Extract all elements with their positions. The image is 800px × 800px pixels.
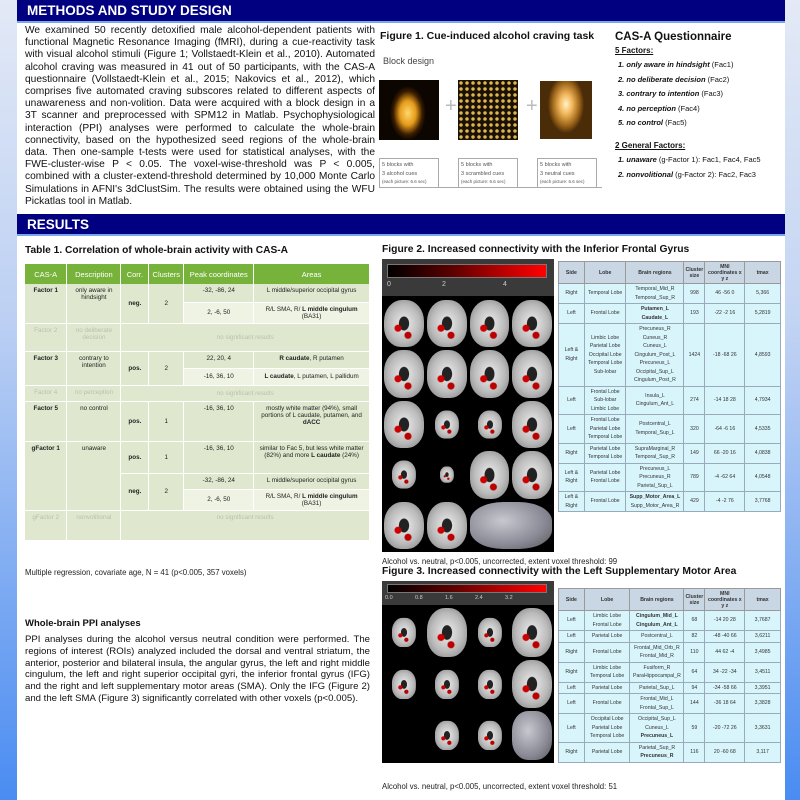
figure3-title: Figure 3. Increased connectivity with the Left Supplementary Motor Area [382, 566, 737, 577]
peak-cell: -32, -86, 24 [184, 473, 254, 489]
column-header: Side [559, 589, 585, 611]
brain-slice [427, 502, 467, 549]
column-header: Cluster size [684, 262, 705, 284]
lobe-cell: Occipital Lobe Parietal Lobe Temporal Lobe [584, 714, 630, 743]
brain-slice [384, 350, 424, 397]
side-cell: Right [559, 642, 585, 662]
casa-cell: Factor 4 [25, 385, 67, 401]
lobe-cell: Limbic Lobe Frontal Lobe [584, 611, 630, 631]
area-cell: R/L SMA, R/ L middle cingulum (BA31) [254, 302, 370, 323]
brain-slice [477, 618, 501, 647]
left-background-strip [0, 0, 17, 800]
casa-general-factor-item: 2. nonvolitional (g-Factor 2): Fac2, Fac3 [618, 169, 756, 179]
column-header: MNI coordinates x y z [705, 589, 745, 611]
mni-coordinates-cell: -48 -40 66 [705, 631, 745, 643]
side-cell: Left [559, 714, 585, 743]
block-line: 3 neutral cues [540, 170, 575, 177]
cluster-size-cell: 429 [684, 492, 705, 512]
figure2-caption: Alcohol vs. neutral, p<0.005, uncorrected, extent voxel threshold: 99 [382, 557, 618, 566]
tmax-cell: 5,2819 [745, 304, 781, 324]
column-header: Cluster size [684, 589, 705, 611]
lobe-cell: Temporal Lobe [584, 284, 626, 304]
block-connector [597, 187, 602, 188]
fixation-cross-icon: + [445, 95, 457, 117]
mni-coordinates-cell: -34 -58 66 [705, 682, 745, 694]
figure3-brain-slices [382, 581, 554, 763]
general-factors-label: 2 General Factors: [615, 140, 686, 150]
brain-slice [427, 608, 467, 657]
brain-slice [470, 350, 510, 397]
colorbar [382, 581, 554, 605]
brain-slice [435, 669, 459, 698]
casa-cell: gFactor 1 [25, 441, 67, 510]
brain-3d-render [470, 502, 553, 549]
tmax-cell: 4,0838 [745, 443, 781, 463]
cluster-size-cell: 59 [684, 714, 705, 743]
clusters-cell: 2 [149, 284, 184, 323]
clusters-cell: 2 [149, 473, 184, 510]
figure3-caption: Alcohol vs. neutral, p<0.005, uncorrected, extent voxel threshold: 51 [382, 782, 618, 791]
brain-slice [392, 461, 416, 489]
side-cell: Right [559, 742, 585, 762]
brain-slice [384, 502, 424, 549]
peak-cell: -16, 36, 10 [184, 401, 254, 441]
brain-regions-cell: Parietal_Sup_R Precuneus_R [630, 742, 684, 762]
lobe-cell: Parietal Lobe [584, 631, 630, 643]
casa-title: CAS-A Questionnaire [615, 31, 732, 43]
mni-coordinates-cell: -20 -72 26 [705, 714, 745, 743]
area-cell: L middle/superior occipital gyrus [254, 473, 370, 489]
mni-coordinates-cell: -64 -6 16 [705, 415, 745, 444]
description-cell: no perception [67, 385, 121, 401]
brain-slice [427, 300, 467, 347]
tmax-cell: 3,7768 [745, 492, 781, 512]
peak-cell: 2, -6, 50 [184, 489, 254, 510]
column-header: Lobe [584, 262, 626, 284]
column-header: Areas [254, 264, 370, 284]
area-cell: L caudate, L putamen, L pallidum [254, 368, 370, 385]
brain-regions-cell: Putamen_L Caudate_L [626, 304, 684, 324]
figure3-table [558, 588, 781, 763]
brain-regions-cell: Postcentral_L Temporal_Sup_L [626, 415, 684, 444]
tmax-cell: 3,117 [745, 742, 781, 762]
cluster-size-cell: 149 [684, 443, 705, 463]
cluster-size-cell: 82 [684, 631, 705, 643]
mni-coordinates-cell: -18 -68 26 [705, 324, 745, 387]
lobe-cell: Parietal Lobe [584, 742, 630, 762]
cluster-size-cell: 320 [684, 415, 705, 444]
brain-slice [512, 451, 552, 498]
slice-grid [384, 608, 552, 760]
brain-regions-cell: Cingulum_Mid_L Cingulum_Ant_L [630, 611, 684, 631]
block-duration: (each picture: 6.6 sec) [540, 179, 585, 184]
peak-cell: 22, 20, 4 [184, 351, 254, 368]
tmax-cell: 3,4985 [745, 642, 781, 662]
tmax-cell: 4,0548 [745, 463, 781, 492]
alcohol-block-box [379, 158, 439, 188]
table-row [559, 284, 781, 304]
side-cell: Left [559, 304, 585, 324]
lobe-cell: Limbic Lobe Temporal Lobe [584, 662, 630, 682]
tmax-cell: 3,3631 [745, 714, 781, 743]
column-header: Description [67, 264, 121, 284]
cluster-size-cell: 998 [684, 284, 705, 304]
casa-factor-item: 2. no deliberate decision (Fac2) [618, 74, 730, 84]
casa-factor-item: 3. contrary to intention (Fac3) [618, 89, 724, 99]
brain-slice [477, 410, 501, 438]
casa-cell: Factor 5 [25, 401, 67, 441]
mni-coordinates-cell: -14 18 28 [705, 386, 745, 415]
peak-cell: -32, -86, 24 [184, 284, 254, 302]
fixation-cross-icon: + [526, 95, 538, 117]
description-cell: no deliberate decision [67, 323, 121, 351]
brain-regions-cell: Parietal_Sup_L [630, 682, 684, 694]
brain-slice [384, 711, 424, 760]
brain-regions-cell: Fusiform_R ParaHippocampal_R [630, 662, 684, 682]
brain-regions-cell: Postcentral_L [630, 631, 684, 643]
block-connector [518, 187, 537, 188]
side-cell: Left [559, 682, 585, 694]
side-cell: Left [559, 611, 585, 631]
side-cell: Left & Right [559, 324, 585, 387]
column-header: MNI coordinates x y z [705, 262, 745, 284]
brain-slice [477, 669, 501, 698]
scrambled-block-box [458, 158, 518, 188]
tmax-cell: 3,3828 [745, 694, 781, 714]
brain-regions-cell: Frontal_Mid_Orb_R Frontal_Mid_R [630, 642, 684, 662]
tmax-cell: 3,4511 [745, 662, 781, 682]
area-cell: L middle/superior occipital gyrus [254, 284, 370, 302]
table-row [559, 492, 781, 512]
lobe-cell: Parietal Lobe Frontal Lobe [584, 463, 626, 492]
brain-slice [392, 669, 416, 698]
side-cell: Right [559, 284, 585, 304]
colorbar-tick: 0 [387, 281, 391, 288]
tmax-cell: 4,5335 [745, 415, 781, 444]
lobe-cell: Parietal Lobe [584, 682, 630, 694]
brain-slice [512, 350, 552, 397]
brain-slice [435, 721, 459, 750]
brain-regions-cell: Supp_Motor_Area_L Supp_Motor_Area_R [626, 492, 684, 512]
cluster-size-cell: 144 [684, 694, 705, 714]
block-duration: (each picture: 6.6 sec) [382, 179, 427, 184]
brain-slice [392, 618, 416, 647]
scrambled-cue-image [458, 80, 518, 140]
figure2-title: Figure 2. Increased connectivity with the Inferior Frontal Gyrus [382, 244, 690, 255]
area-cell: R caudate, R putamen [254, 351, 370, 368]
colorbar-tick: 3.2 [505, 595, 513, 601]
lobe-cell: Limbic Lobe Parietal Lobe Occipital Lobe Temporal Lobe Sub-lobar [584, 324, 626, 387]
side-cell: Left & Right [559, 463, 585, 492]
brain-slice [435, 410, 459, 438]
brain-slice [477, 721, 501, 750]
brain-slice [427, 350, 467, 397]
table-row [559, 611, 781, 631]
table-row [559, 694, 781, 714]
brain-slice [512, 401, 552, 448]
casa-general-factor-item: 1. unaware (g-Factor 1): Fac1, Fac4, Fac5 [618, 154, 761, 164]
mni-coordinates-cell: 34 -22 -34 [705, 662, 745, 682]
colorbar-tick: 0.8 [415, 595, 423, 601]
block-duration: (each picture: 6.6 sec) [461, 179, 506, 184]
table-row [25, 510, 370, 540]
brain-regions-cell: Precuneus_R Cuneus_R Cuneus_L Cingulum_Post_L Precuneus_L Occipital_Sup_L Cingulum_Post_R [626, 324, 684, 387]
brain-regions-cell: Precuneus_L Precuneus_R Parietal_Sup_L [626, 463, 684, 492]
table-row [559, 463, 781, 492]
brain-slice [384, 401, 424, 448]
results-panel [17, 236, 785, 800]
brain-3d-render [512, 711, 552, 760]
corr-cell: pos. [121, 401, 149, 441]
table-row [25, 323, 370, 351]
casa-cell: gFactor 2 [25, 510, 67, 540]
colorbar-tick: 1.6 [445, 595, 453, 601]
mni-coordinates-cell: -4 -2 76 [705, 492, 745, 512]
block-line: 5 blocks with [540, 162, 572, 168]
cluster-size-cell: 68 [684, 611, 705, 631]
lobe-cell: Frontal Lobe [584, 304, 626, 324]
column-header: Brain regions [626, 262, 684, 284]
right-background-strip [785, 0, 800, 800]
ppi-body-text: PPI analyses during the alcohol versus neutral condition were performed. The regions of interest (ROIs) analyzed included the dorsal and ventral striatum, the anterior, posterior and bilateral insula, the angular gyrus, the left and right middle cingulum, the left and right superior occipital gyri, the inferior frontal gyrus (IFG) and the right and left supplementary motor areas (SMA). Only the IFG (Figure 2) and the left SMA (Figure 3) significantly correlated with other voxels (p<0.005). [25, 634, 370, 704]
table1-title: Table 1. Correlation of whole-brain activity with CAS-A [25, 245, 289, 256]
table-row [559, 304, 781, 324]
cluster-size-cell: 64 [684, 662, 705, 682]
mni-coordinates-cell: -36 18 64 [705, 694, 745, 714]
area-cell: R/L SMA, R/ L middle cingulum (BA31) [254, 489, 370, 510]
column-header: Corr. [121, 264, 149, 284]
methods-panel [17, 23, 785, 214]
table1-footnote: Multiple regression, covariate age, N = 41 (p<0.005, 357 voxels) [25, 568, 247, 577]
cluster-size-cell: 1424 [684, 324, 705, 387]
brain-slice [470, 451, 510, 498]
figure2-table-body [559, 284, 781, 512]
mni-coordinates-cell: 46 -56 0 [705, 284, 745, 304]
table-row [25, 401, 370, 441]
block-connector [439, 187, 458, 188]
side-cell: Left [559, 694, 585, 714]
lobe-cell: Parietal Lobe Temporal Lobe [584, 443, 626, 463]
cluster-size-cell: 274 [684, 386, 705, 415]
brain-slice [440, 467, 454, 484]
peak-cell: -16, 36, 10 [184, 441, 254, 473]
casa-cell: Factor 2 [25, 323, 67, 351]
mni-coordinates-cell: 66 -20 16 [705, 443, 745, 463]
description-cell: nonvolitional [67, 510, 121, 540]
table-row [559, 415, 781, 444]
cluster-size-cell: 789 [684, 463, 705, 492]
block-line: 3 alcohol cues [382, 170, 418, 177]
table-header-row [559, 262, 781, 284]
lobe-cell: Frontal Lobe [584, 492, 626, 512]
side-cell: Left [559, 386, 585, 415]
column-header: Peak coordinates [184, 264, 254, 284]
figure2-table [558, 261, 781, 512]
table-row [25, 351, 370, 368]
colorbar-gradient [387, 584, 547, 593]
ppi-title: Whole-brain PPI analyses [25, 618, 141, 629]
table-header-row [559, 589, 781, 611]
slice-grid [384, 300, 552, 549]
tmax-cell: 4,8593 [745, 324, 781, 387]
table-row [559, 662, 781, 682]
description-cell: only aware in hindsight [67, 284, 121, 323]
table-row [559, 742, 781, 762]
cluster-size-cell: 110 [684, 642, 705, 662]
five-factors-label: 5 Factors: [615, 46, 654, 55]
block-line: 3 scrambled cues [461, 170, 505, 177]
casa-factor-item: 5. no control (Fac5) [618, 118, 687, 128]
table-row [559, 443, 781, 463]
clusters-cell: 1 [149, 401, 184, 441]
lobe-cell: Frontal Lobe [584, 694, 630, 714]
colorbar-gradient [387, 264, 547, 278]
table-row [559, 386, 781, 415]
tmax-cell: 3,7687 [745, 611, 781, 631]
brain-slice [512, 300, 552, 347]
area-cell: similar to Fac 5, but less white matter (82%) and more L caudate (24%) [254, 441, 370, 473]
side-cell: Right [559, 662, 585, 682]
casa-cell: Factor 1 [25, 284, 67, 323]
block-line: 5 blocks with [382, 162, 414, 168]
colorbar-tick: 0.0 [385, 595, 393, 601]
table-row [559, 324, 781, 387]
table-header-row [25, 264, 370, 284]
brain-slice [512, 608, 552, 657]
casa-factor-item: 1. only aware in hindsight (Fac1) [618, 60, 734, 69]
brain-slice [470, 300, 510, 347]
peak-cell: 2, -6, 50 [184, 302, 254, 323]
mni-coordinates-cell: 44 62 -4 [705, 642, 745, 662]
tmax-cell: 3,3951 [745, 682, 781, 694]
table-row [25, 441, 370, 473]
figure1-title: Figure 1. Cue-induced alcohol craving task [380, 30, 595, 42]
lobe-cell: Frontal Lobe Sub-lobar Limbic Lobe [584, 386, 626, 415]
column-header: CAS-A [25, 264, 67, 284]
description-cell: unaware [67, 441, 121, 510]
colorbar-tick: 2 [442, 281, 446, 288]
alcohol-cue-image [379, 80, 439, 140]
brain-regions-cell: Occipital_Sup_L Cuneus_L Precuneus_L [630, 714, 684, 743]
mni-coordinates-cell: -14 20 28 [705, 611, 745, 631]
brain-slice [384, 300, 424, 347]
peak-cell: -16, 36, 10 [184, 368, 254, 385]
lobe-cell: Frontal Lobe Parietal Lobe Temporal Lobe [584, 415, 626, 444]
no-results-cell: no significant results [121, 510, 370, 540]
side-cell: Right [559, 443, 585, 463]
side-cell: Left [559, 415, 585, 444]
column-header: Lobe [584, 589, 630, 611]
description-cell: contrary to intention [67, 351, 121, 385]
methods-section-heading: METHODS AND STUDY DESIGN [17, 0, 785, 23]
casa-cell: Factor 3 [25, 351, 67, 385]
table-row [559, 682, 781, 694]
corr-cell: neg. [121, 473, 149, 510]
no-results-cell: no significant results [121, 323, 370, 351]
neutral-block-box [537, 158, 597, 188]
casa-questionnaire-box [615, 31, 785, 182]
cluster-size-cell: 193 [684, 304, 705, 324]
brain-regions-cell: Temporal_Mid_R Temporal_Sup_R [626, 284, 684, 304]
tmax-cell: 3,6211 [745, 631, 781, 643]
casa-factor-item: 4. no perception (Fac4) [618, 103, 700, 113]
brain-regions-cell: Insula_L Cingulum_Ant_L [626, 386, 684, 415]
column-header: Clusters [149, 264, 184, 284]
column-header: tmax [745, 589, 781, 611]
cluster-size-cell: 94 [684, 682, 705, 694]
mni-coordinates-cell: -22 -2 16 [705, 304, 745, 324]
block-line: 5 blocks with [461, 162, 493, 168]
colorbar [382, 259, 554, 296]
tmax-cell: 5,366 [745, 284, 781, 304]
corr-cell: neg. [121, 284, 149, 323]
tmax-cell: 4,7934 [745, 386, 781, 415]
mni-coordinates-cell: 20 -60 68 [705, 742, 745, 762]
figure3-table-body [559, 611, 781, 763]
block-design-label: Block design [383, 56, 435, 66]
clusters-cell: 1 [149, 441, 184, 473]
casa-correlation-table [25, 264, 370, 541]
table-row [25, 284, 370, 302]
corr-cell: pos. [121, 441, 149, 473]
table-row [559, 714, 781, 743]
column-header: Brain regions [630, 589, 684, 611]
methods-body-text: We examined 50 recently detoxified male alcohol-dependent patients with functional Magnetic Resonance Imaging (fMRI), during a cue-reactivity task with visual alcohol stimuli (Figure 1; Vollstaedt-Klein et al., 2010). Automated alcohol craving was measured in 41 out of 50 participants, with the CAS-A questionnaire (Vollstaedt-Klein et al., 2015; Nakovics et al., 2012), which comprises five automated craving subscores related to different aspects of unawareness and non-volition. Data were acquired with a block design in a 3T scanner and preprocessed with SPM12 in Matlab. Psychophysiological interaction (PPI) analyses were performed to calculate the whole-brain connectivity, based on the hypothesized seed regions of the whole-brain data. Then one-sample t-tests were used for statistical analyses, with the FWE-cluster-wise P < 0.05. The voxel-wise-threshold was P < 0.005, combined with a cluster-extend-threshold determined by 10,000 Monte Carlo Simulations in AFNI's 3dClustSim. The results were obtained using the WFU Pickatlas tool in Matlab. [25, 25, 375, 207]
brain-regions-cell: Frontal_Mid_L Frontal_Sup_L [630, 694, 684, 714]
results-section-heading: RESULTS [17, 214, 785, 236]
colorbar-tick: 4 [503, 281, 507, 288]
table-row [559, 642, 781, 662]
side-cell: Left & Right [559, 492, 585, 512]
brain-slice [512, 660, 552, 709]
figure2-brain-slices [382, 259, 554, 552]
side-cell: Left [559, 631, 585, 643]
no-results-cell: no significant results [121, 385, 370, 401]
neutral-cue-image [540, 81, 592, 139]
colorbar-tick: 2.4 [475, 595, 483, 601]
table-row [559, 631, 781, 643]
cluster-size-cell: 116 [684, 742, 705, 762]
column-header: Side [559, 262, 585, 284]
corr-cell: pos. [121, 351, 149, 385]
mni-coordinates-cell: -4 -62 64 [705, 463, 745, 492]
lobe-cell: Frontal Lobe [584, 642, 630, 662]
clusters-cell: 2 [149, 351, 184, 385]
brain-regions-cell: SupraMarginal_R Temporal_Sup_R [626, 443, 684, 463]
area-cell: mostly white matter (94%), small portions of L caudate, putamen, and dACC [254, 401, 370, 441]
table-row [25, 385, 370, 401]
column-header: tmax [745, 262, 781, 284]
description-cell: no control [67, 401, 121, 441]
